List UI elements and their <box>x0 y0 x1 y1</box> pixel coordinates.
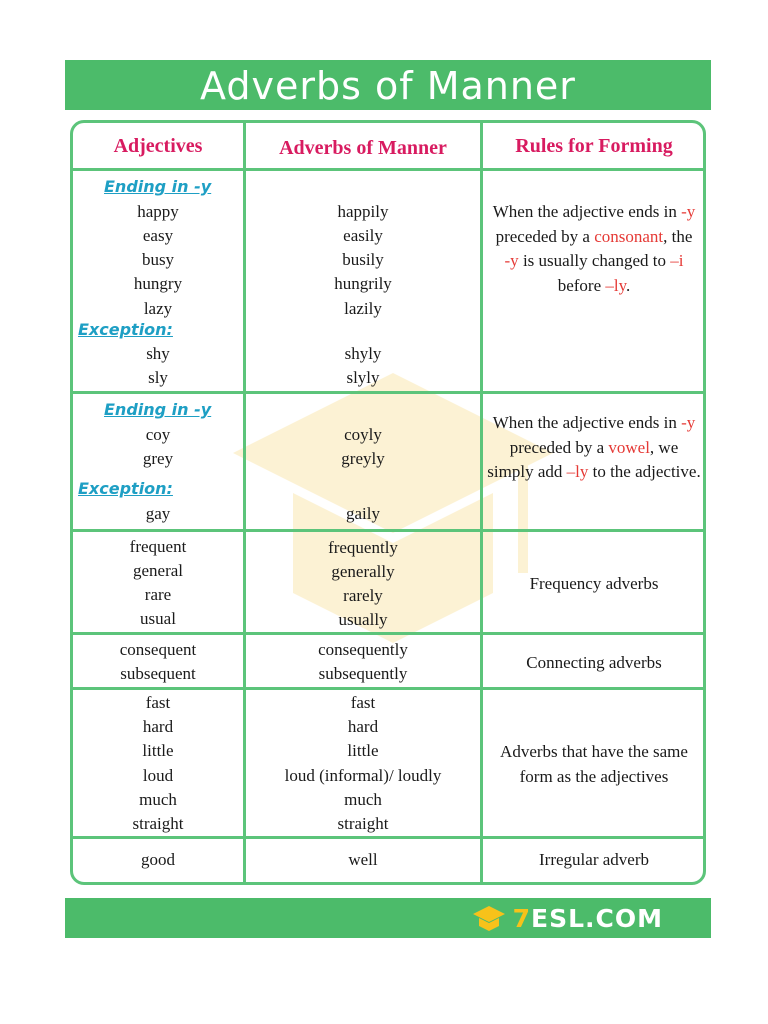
list-item: general <box>132 561 184 580</box>
list-item: grey <box>142 449 174 468</box>
list-item: usual <box>140 609 176 628</box>
list-item: loud <box>142 766 174 785</box>
list-item: hungrily <box>334 274 392 293</box>
header-rules: Rules for Forming <box>515 135 673 157</box>
list-item: gaily <box>346 504 380 523</box>
section4-rule: Connecting adverbs <box>526 653 662 672</box>
list-item: much <box>344 790 382 809</box>
list-item: slyly <box>346 368 380 387</box>
list-item: busy <box>141 250 175 269</box>
list-item: lazy <box>143 299 173 318</box>
list-item: busily <box>342 250 384 269</box>
section2-exception-label: Exception: <box>78 479 173 498</box>
section2-rule: When the adjective ends in -y preceded by a vowel, we simply add –ly to the adjective. <box>487 413 701 481</box>
list-item: greyly <box>341 449 385 468</box>
adverbs-table <box>70 120 706 885</box>
list-item: rare <box>144 585 172 604</box>
section5-rule: Adverbs that have the same form as the adjectives <box>500 742 688 786</box>
list-item: subsequently <box>318 664 408 683</box>
list-item: happily <box>337 202 389 221</box>
list-item: consequent <box>119 640 197 659</box>
section1-exception-label: Exception: <box>78 320 173 339</box>
list-item: hard <box>142 717 174 736</box>
list-item: easy <box>142 226 174 245</box>
list-item: generally <box>331 562 395 581</box>
section3-rule: Frequency adverbs <box>529 574 659 593</box>
list-item: sly <box>148 368 168 387</box>
list-item: hard <box>347 717 379 736</box>
list-item: loud (informal)/ loudly <box>284 766 442 785</box>
list-item: usually <box>338 610 388 629</box>
section6-rule: Irregular adverb <box>539 850 649 869</box>
footer-bar <box>65 898 711 938</box>
list-item: coyly <box>344 425 382 444</box>
list-item: gay <box>145 504 171 523</box>
list-item: happy <box>137 202 179 221</box>
list-item: shy <box>146 344 170 363</box>
list-item: subsequent <box>120 664 196 683</box>
list-item: frequently <box>328 538 398 557</box>
header-adjectives: Adjectives <box>113 135 203 157</box>
list-item: consequently <box>318 640 408 659</box>
list-item: well <box>348 850 378 869</box>
site-logo[interactable] <box>471 903 663 933</box>
list-item: fast <box>145 693 171 712</box>
list-item: rarely <box>343 586 383 605</box>
list-item: little <box>347 741 379 760</box>
section1-label: Ending in -y <box>104 177 212 196</box>
list-item: fast <box>350 693 376 712</box>
list-item: coy <box>145 425 171 444</box>
list-item: much <box>139 790 177 809</box>
section2-label: Ending in -y <box>104 400 212 419</box>
graduation-cap-icon <box>471 904 507 932</box>
list-item: little <box>142 741 174 760</box>
list-item: frequent <box>129 537 187 556</box>
page-title: Adverbs of Manner <box>65 60 711 110</box>
list-item: shyly <box>344 344 382 363</box>
header-adverbs: Adverbs of Manner <box>279 137 447 159</box>
list-item: lazily <box>344 299 382 318</box>
list-item: straight <box>132 814 184 833</box>
section1-rule: When the adjective ends in -y preceded by a consonant, the -y is usually changed to –i before –ly. <box>492 202 696 295</box>
list-item: easily <box>343 226 383 245</box>
list-item: hungry <box>133 274 183 293</box>
list-item: straight <box>337 814 389 833</box>
logo-text: 7ESL.COM <box>512 903 663 933</box>
list-item: good <box>141 850 175 869</box>
